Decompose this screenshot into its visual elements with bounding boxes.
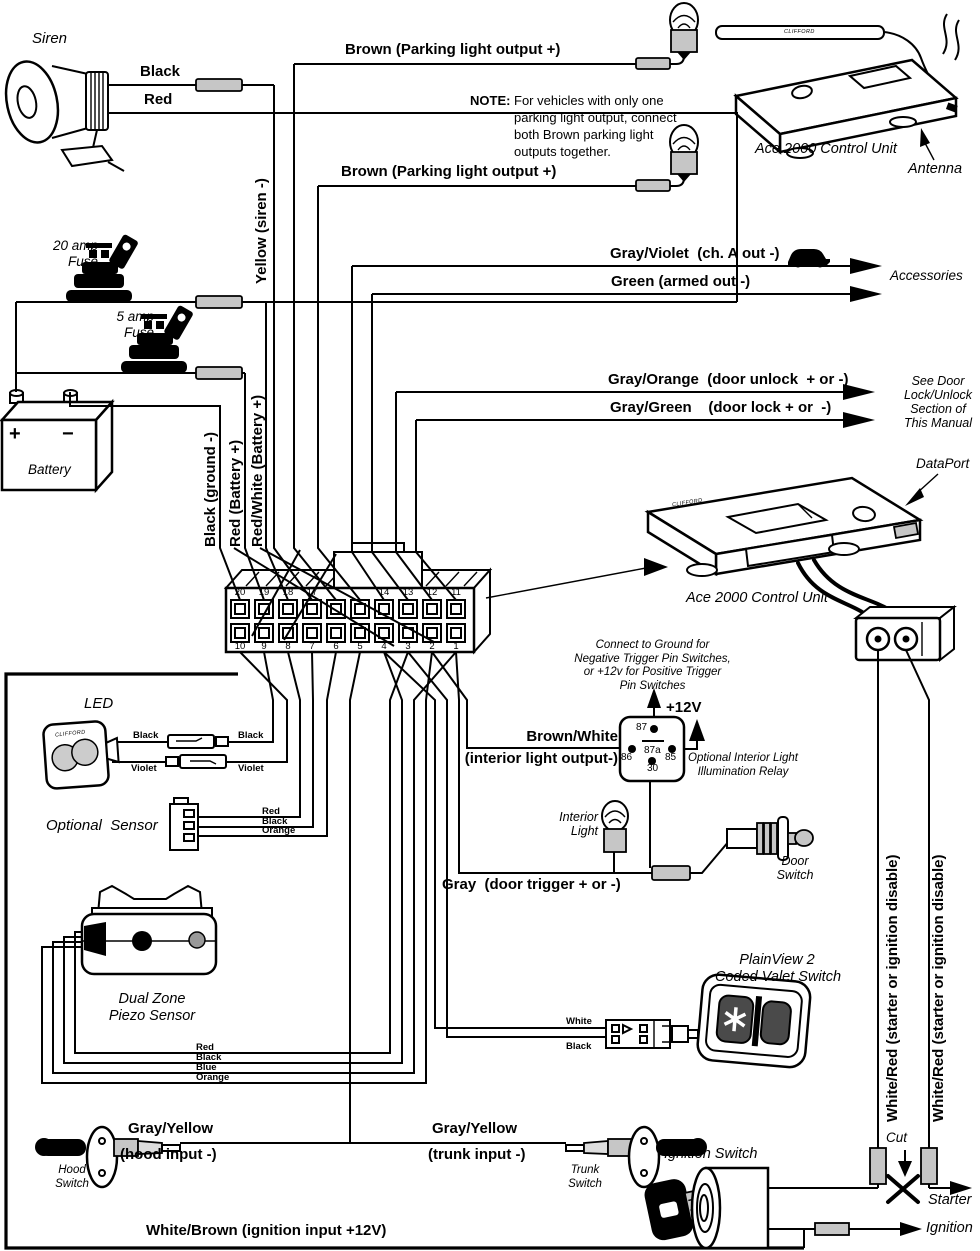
cut-x-icon xyxy=(888,1176,918,1202)
starter-label: Starter xyxy=(928,1192,972,1208)
wire-led-black xyxy=(112,652,273,742)
arrow-icon xyxy=(900,1222,922,1236)
connector-pin xyxy=(259,628,269,638)
piezo-red-label: Red xyxy=(196,1042,214,1053)
parking-light-bulb-top xyxy=(670,3,698,60)
connector-pin xyxy=(235,628,245,638)
list-item: parking light output, connect xyxy=(514,110,677,125)
piezo-blue-label: Blue xyxy=(196,1062,217,1073)
disable-left-label: White/Red (starter or ignition disable) xyxy=(884,854,901,1122)
list-item: 13 xyxy=(402,587,414,598)
door-lock-label: Gray/Green (door lock + or -) xyxy=(610,399,832,416)
connector-pin xyxy=(331,628,341,638)
led-wire-connectors xyxy=(166,735,228,768)
connector-pin xyxy=(235,604,245,614)
trunk-wire-label: Gray/Yellow xyxy=(432,1120,518,1137)
wire-valet-white xyxy=(384,652,612,1028)
led-violet-left-label: Violet xyxy=(131,763,157,774)
dataport-label: DataPort xyxy=(916,456,970,471)
control-unit-top-label: Ace 2000 Control Unit xyxy=(755,141,897,157)
list-item: 19 xyxy=(258,587,270,598)
list-item: 14 xyxy=(378,587,390,598)
gray-trigger-label: Gray (door trigger + or -) xyxy=(442,876,621,893)
hood-switch-label xyxy=(42,1164,102,1191)
piezo-sensor-illustration xyxy=(82,886,216,974)
list-item: outputs together. xyxy=(514,144,611,159)
dataport-pointer-icon xyxy=(905,488,924,506)
connector-pin xyxy=(355,628,365,638)
yellow-siren-wire-label: Yellow (siren -) xyxy=(253,178,270,284)
accessories-label: Accessories xyxy=(890,268,963,283)
piezo-sensor-label xyxy=(93,991,211,1025)
list-item: or +12v for Positive Trigger xyxy=(583,666,722,678)
note-text xyxy=(514,92,677,160)
fuse-5a-label xyxy=(96,309,154,341)
piezo-orange-label: Orange xyxy=(196,1072,230,1083)
siren-red-label: Red xyxy=(144,91,173,108)
list-item: 8 xyxy=(285,641,291,652)
antenna-pointer-icon xyxy=(920,128,930,147)
arrow-down-icon xyxy=(898,1161,912,1177)
white-brown-label: White/Brown (ignition input +12V) xyxy=(146,1222,387,1239)
list-item xyxy=(324,588,348,598)
interior-light-line1: Interior xyxy=(559,810,598,824)
interior-output-label: (interior light output-) xyxy=(464,750,618,767)
list-item: For vehicles with only one xyxy=(514,93,664,108)
connector-pin xyxy=(283,604,293,614)
connector-pin xyxy=(307,604,317,614)
car-icon xyxy=(788,249,830,268)
see-door-manual-note xyxy=(896,374,980,430)
led-black-right-label: Black xyxy=(238,730,264,741)
antenna-label: Antenna xyxy=(908,161,963,177)
disable-right-label: White/Red (starter or ignition disable) xyxy=(930,854,947,1122)
list-item: Section of xyxy=(910,402,966,416)
list-item: This Manual xyxy=(903,416,973,430)
list-item: Negative Trigger Pin Switches, xyxy=(574,652,731,665)
connector-pin xyxy=(307,628,317,638)
siren-label: Siren xyxy=(32,30,68,47)
interior-light-label xyxy=(550,810,598,838)
led-brand: CLIFFORD xyxy=(54,729,86,739)
wire-white-red-right xyxy=(906,650,929,1188)
piezo-black-label: Black xyxy=(196,1052,222,1063)
siren-black-label: Black xyxy=(140,63,181,80)
list-item: 3 xyxy=(405,641,411,652)
arrow-up-icon xyxy=(689,719,705,741)
ignition-label: Ignition xyxy=(926,1220,973,1236)
arrow-icon xyxy=(850,258,882,274)
connector-pin-numbers-top xyxy=(228,588,468,598)
interior-light-illustration xyxy=(602,801,628,852)
ground-wire-label: Black (ground -) xyxy=(202,432,219,547)
ch-a-out-label: Gray/Violet (ch. A out -) xyxy=(610,245,780,262)
list-item: 1 xyxy=(453,641,459,652)
trunk-switch-label xyxy=(555,1164,615,1191)
wire-valet-black xyxy=(408,652,612,1037)
led-label: LED xyxy=(84,695,114,712)
note-heading: NOTE: xyxy=(470,93,511,108)
plus-12v-label: +12V xyxy=(666,699,702,716)
list-item: Pin Switches xyxy=(619,679,686,692)
hood-input-label: (hood input -) xyxy=(120,1146,217,1163)
list-item: See Door xyxy=(911,374,965,388)
optional-sensor-label: Optional Sensor xyxy=(46,817,158,834)
valet-switch-illustration xyxy=(696,973,811,1068)
connector-pin xyxy=(451,604,461,614)
relay-87-label: 87 xyxy=(636,722,648,733)
hood-switch-line2: Switch xyxy=(55,1177,89,1190)
list-item: Lock/Unlock xyxy=(903,388,973,402)
valet-black-label: Black xyxy=(566,1041,592,1052)
armed-out-label: Green (armed out -) xyxy=(611,273,751,290)
relay-caption xyxy=(684,752,802,779)
door-unlock-label: Gray/Orange (door unlock + or -) xyxy=(608,371,849,388)
arrow-icon xyxy=(850,286,882,302)
list-item: 4 xyxy=(381,641,387,652)
parking-output-1-label: Brown (Parking light output +) xyxy=(345,41,561,58)
relay-87a-label: 87a xyxy=(644,745,661,756)
door-switch-line1: Door xyxy=(781,854,809,868)
connector-pin xyxy=(355,604,365,614)
sensor-black-label: Black xyxy=(262,816,288,827)
list-item: 2 xyxy=(429,641,435,652)
valet-switch-label xyxy=(715,952,842,986)
list-item: 11 xyxy=(451,587,461,598)
red-battery-wire-label: Red (Battery +) xyxy=(227,439,244,547)
list-item: both Brown parking light xyxy=(514,127,654,142)
led-black-left-label: Black xyxy=(133,730,159,741)
antenna-brand: CLIFFORD xyxy=(784,29,815,35)
valet-connector-illustration xyxy=(606,1020,698,1048)
relay-caption-line2: Illumination Relay xyxy=(697,765,789,778)
parking-output-2-label: Brown (Parking light output +) xyxy=(341,163,557,180)
valet-label-line2: Coded Valet Switch xyxy=(715,969,842,985)
control-unit-mid-brand: CLIFFORD xyxy=(671,497,703,509)
hood-switch-line1: Hood xyxy=(58,1164,86,1176)
led-violet-right-label: Violet xyxy=(238,763,264,774)
connector-pin xyxy=(427,628,437,638)
relay-85-label: 85 xyxy=(665,752,677,763)
door-switch-label xyxy=(768,854,822,882)
trigger-ground-note xyxy=(560,639,745,693)
fuse-5a-line1: 5 amp xyxy=(116,309,154,324)
valet-white-label: White xyxy=(566,1016,592,1027)
trunk-switch-line2: Switch xyxy=(568,1177,602,1190)
connector-pin xyxy=(379,628,389,638)
control-unit-mid-label: Ace 2000 Control Unit xyxy=(686,590,828,606)
battery-minus-label: − xyxy=(62,423,74,445)
valet-label-line1: PlainView 2 xyxy=(739,952,815,968)
list-item: 20 xyxy=(234,587,246,598)
list-item: 18 xyxy=(282,587,294,598)
connector-pin xyxy=(451,628,461,638)
fuse-5a-line2: Fuse xyxy=(123,325,154,340)
list-item: 17 xyxy=(306,587,318,598)
sensor-red-label: Red xyxy=(262,806,280,817)
list-item: Connect to Ground for xyxy=(595,639,710,651)
wire-gray-yellow-branch xyxy=(350,652,360,1143)
ignition-switch-illustration xyxy=(642,1168,768,1248)
connector-pin xyxy=(403,604,413,614)
connector-pin-numbers-bottom xyxy=(228,642,468,652)
optional-sensor-illustration xyxy=(170,798,198,850)
redwhite-battery-wire-label: Red/White (Battery +) xyxy=(249,394,266,547)
piezo-label-line2: Piezo Sensor xyxy=(108,1008,196,1024)
connector-pin xyxy=(427,604,437,614)
list-item: 6 xyxy=(333,641,339,652)
trunk-switch-line1: Trunk xyxy=(570,1164,600,1176)
door-switch-line2: Switch xyxy=(776,868,814,882)
list-item: 12 xyxy=(426,587,438,598)
list-item: 7 xyxy=(309,641,315,652)
battery-plus-label: + xyxy=(9,423,21,445)
cut-label: Cut xyxy=(886,1130,908,1145)
relay-30-label: 30 xyxy=(647,763,659,774)
arrow-icon xyxy=(843,412,875,428)
sensor-orange-label: Orange xyxy=(262,825,296,836)
wire-redwhite xyxy=(266,302,288,600)
interior-light-line2: Light xyxy=(570,824,598,838)
list-item xyxy=(348,588,372,598)
siren-illustration xyxy=(0,57,124,171)
ignition-switch-label: Ignition Switch xyxy=(664,1146,758,1162)
arrow-icon xyxy=(644,558,668,576)
list-item: 5 xyxy=(357,641,363,652)
fuse-20a-line2: Fuse xyxy=(67,254,98,269)
hood-wire-label: Gray/Yellow xyxy=(128,1120,214,1137)
fuse-20a-label xyxy=(40,238,98,270)
list-item: 10 xyxy=(234,641,246,652)
brown-white-label: Brown/White xyxy=(526,728,618,745)
relay-86-label: 86 xyxy=(621,752,633,763)
fuse-20a-line1: 20 amp xyxy=(52,238,98,253)
battery-label: Battery xyxy=(28,462,71,477)
list-item: 9 xyxy=(261,641,267,652)
piezo-label-line1: Dual Zone xyxy=(118,991,186,1007)
trunk-input-label: (trunk input -) xyxy=(428,1146,526,1163)
relay-caption-line1: Optional Interior Light xyxy=(688,752,798,764)
